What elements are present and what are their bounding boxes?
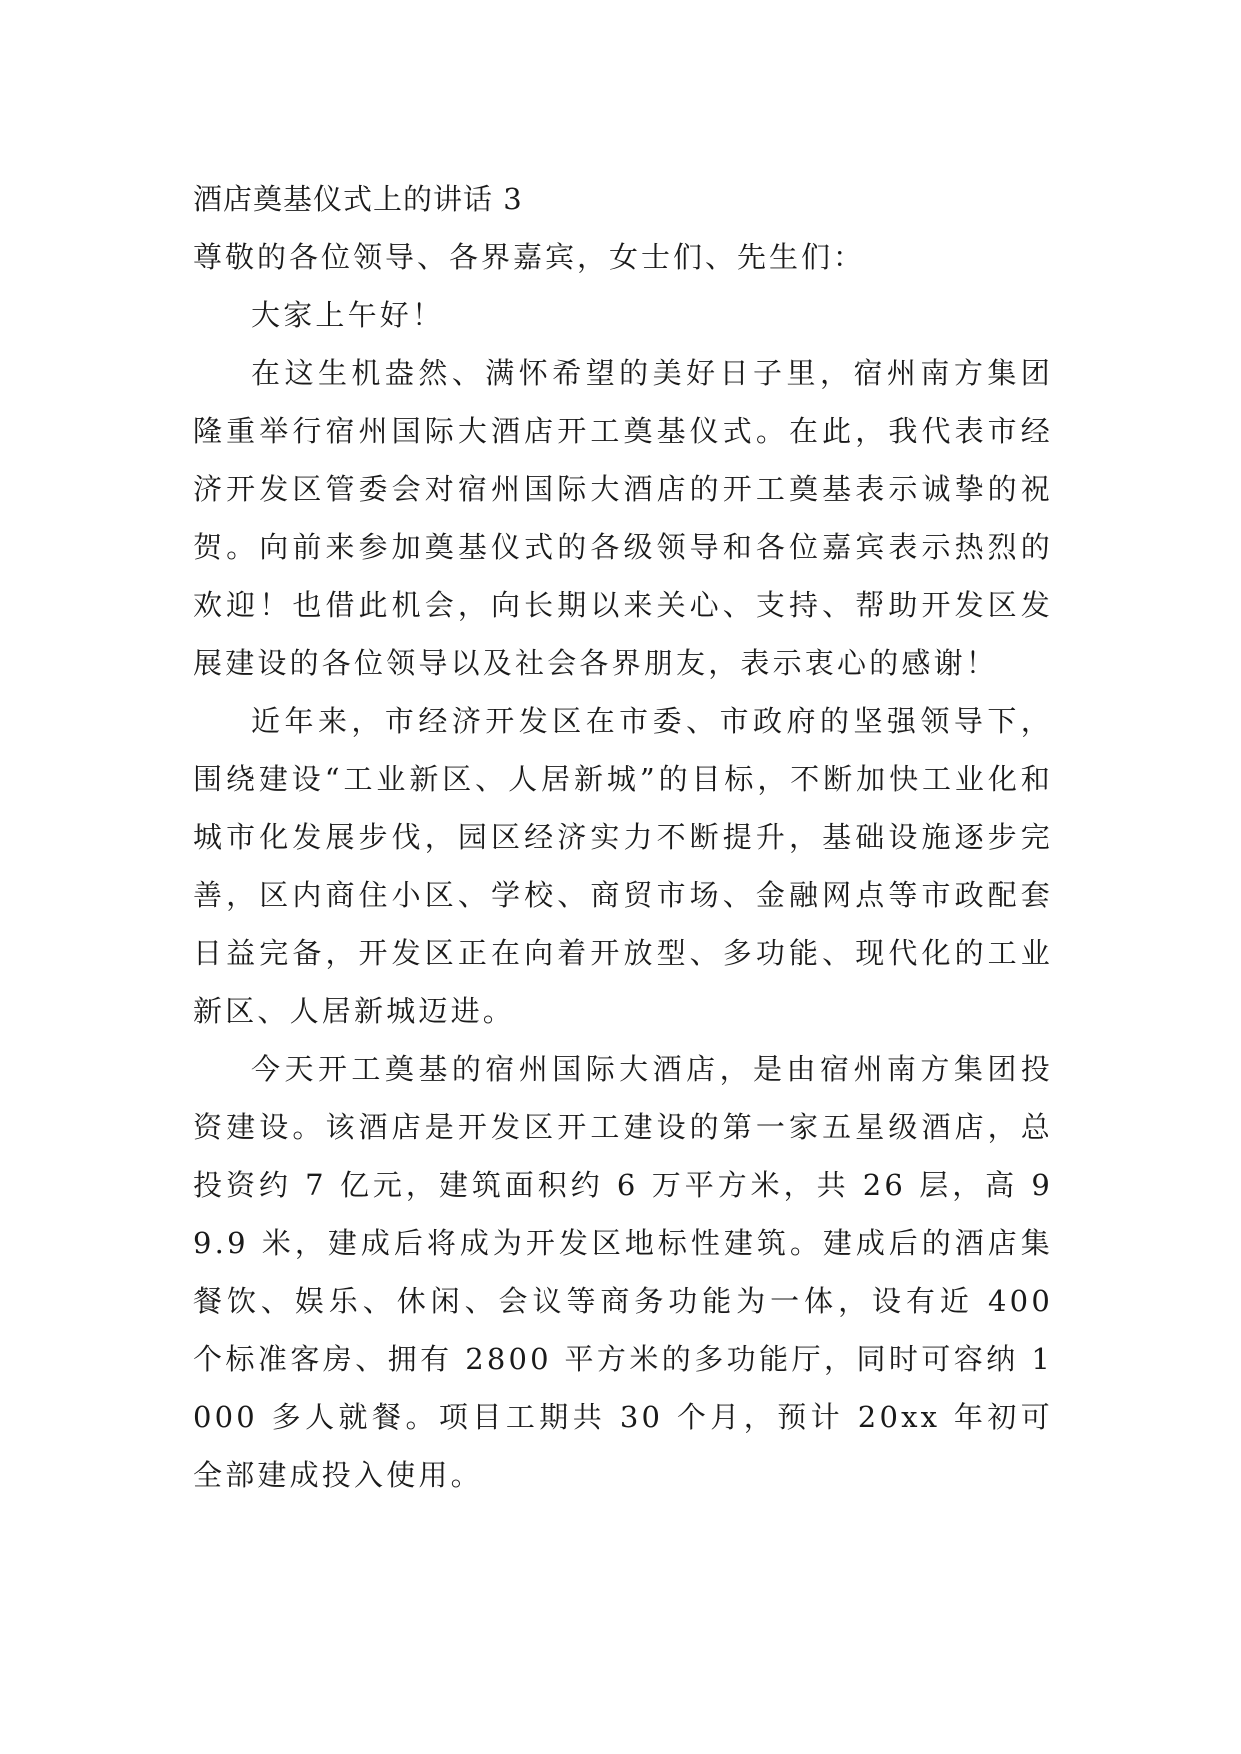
document-title: 酒店奠基仪式上的讲话 3 [193,182,523,216]
document-body [193,170,1053,1504]
paragraph-greeting: 大家上午好！ [251,298,445,332]
paragraph-development: 近年来，市经济开发区在市委、市政府的坚强领导下，围绕建设“工业新区、人居新城”的目标，不断加快工业化和城市化发展步伐，园区经济实力不断提升，基础设施逐步完善，区内商住小区、学校、商贸市场、金融网点等市政配套日益完备，开发区正在向着开放型、多功能、现代化的工业新区、人居新城迈进。 [193,704,1053,1028]
paragraph-congratulations: 在这生机盎然、满怀希望的美好日子里，宿州南方集团隆重举行宿州国际大酒店开工奠基仪式。在此，我代表市经济开发区管委会对宿州国际大酒店的开工奠基表示诚挚的祝贺。向前来参加奠基仪式的各级领导和各位嘉宾表示热烈的欢迎！也借此机会，向长期以来关心、支持、帮助开发区发展建设的各位领导以及社会各界朋友，表示衷心的感谢！ [193,356,1053,680]
salutation: 尊敬的各位领导、各界嘉宾，女士们、先生们： [193,240,866,274]
paragraph-hotel-project: 今天开工奠基的宿州国际大酒店，是由宿州南方集团投资建设。该酒店是开发区开工建设的第一家五星级酒店，总投资约 7 亿元，建筑面积约 6 万平方米，共 26 层，高 99.9 米，建成后将成为开发区地标性建筑。建成后的酒店集餐饮、娱乐、休闲、会议等商务功能为一体，设有近 400 个标准客房、拥有 2800 平方米的多功能厅，同时可容纳 1000 多人就餐。项目工期共 30 个月，预计 20xx 年初可全部建成投入使用。 [193,1052,1053,1492]
